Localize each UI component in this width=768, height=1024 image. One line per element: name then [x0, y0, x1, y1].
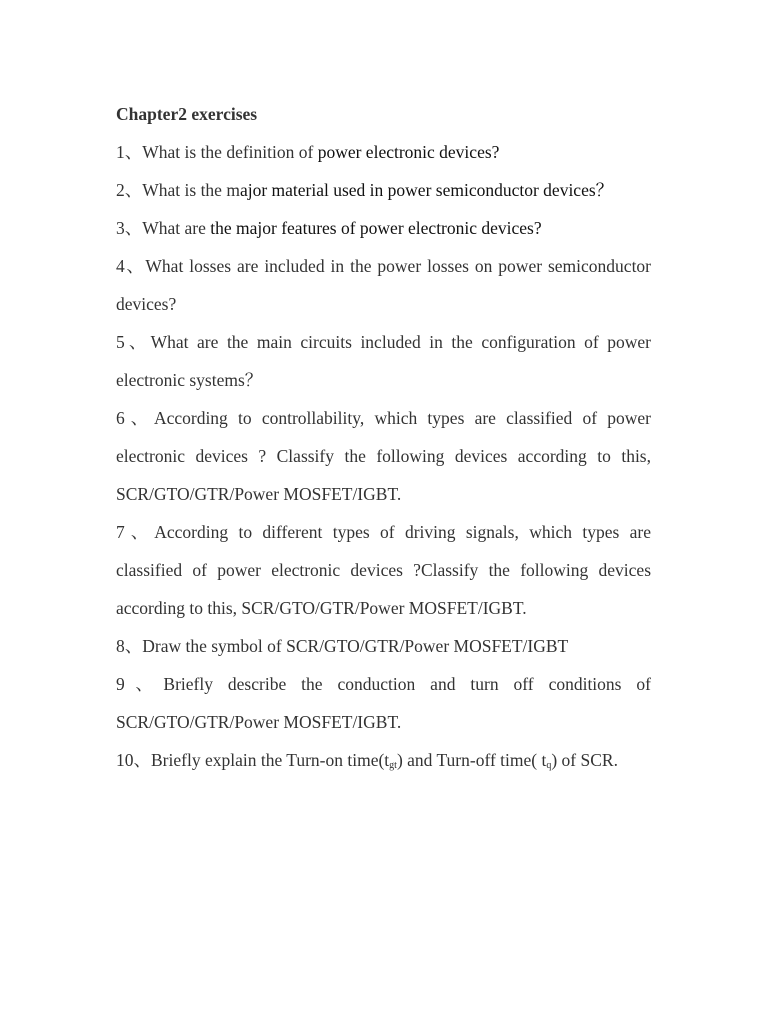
question-number: 10、: [116, 750, 151, 770]
question-number: 6、: [116, 408, 154, 428]
question-text: ) of SCR.: [551, 750, 618, 770]
question-text: According to different types of driving signals, which types are classified of power electronic devices ?Classify the following devices according to this, SCR/GTO/GTR/Power MOSFET/IGBT.: [116, 522, 652, 618]
question-number: 1、: [116, 142, 143, 162]
question-number: 4、: [116, 256, 146, 276]
question-7: [116, 513, 651, 627]
question-text: What is the m: [142, 180, 240, 200]
page-title: Chapter2 exercises: [116, 104, 258, 124]
question-3: [116, 209, 651, 247]
question-1: [116, 133, 651, 171]
question-10: [116, 741, 651, 779]
question-text: ) and Turn-off time( t: [396, 750, 547, 770]
question-text: What losses are included in the power losses on power semiconductor devices?: [116, 256, 652, 314]
question-text: What is the definition of: [142, 142, 318, 162]
question-text: Draw the symbol of SCR/GTO/GTR/Power MOSFET/IGBT: [142, 636, 569, 656]
question-text: What are the main circuits included in the configuration of power electronic systems？: [116, 332, 651, 390]
question-text: Briefly describe the conduction and turn off conditions of SCR/GTO/GTR/Power MOSFET/IGBT.: [116, 674, 651, 732]
question-number: 8、: [116, 636, 143, 656]
question-number: 2、: [116, 180, 143, 200]
turn-on-subscript: gt: [389, 760, 397, 771]
question-5: [116, 323, 651, 399]
question-number: 9、: [116, 674, 164, 694]
question-text-emphasis: ajor material used in power semiconductor devices？: [239, 180, 614, 200]
turn-off-subscript: q: [546, 760, 552, 771]
question-text-emphasis: power electronic devices?: [317, 142, 500, 162]
question-text-emphasis: the major features of power electronic devices?: [210, 218, 542, 238]
question-text: According to controllability, which types are classified of power electronic devices ? Classify the following devices according to this, SCR/GTO/GTR/Power MOSFET/IGBT.: [116, 408, 652, 504]
question-8: [116, 627, 651, 665]
question-4: [116, 247, 651, 323]
question-2: [116, 171, 651, 209]
question-6: [116, 399, 651, 513]
question-9: [116, 665, 651, 741]
question-text: Briefly explain the Turn-on time(t: [151, 750, 390, 770]
question-number: 5、: [116, 332, 151, 352]
question-number: 3、: [116, 218, 143, 238]
question-number: 7、: [116, 522, 155, 542]
exercise-sheet: [116, 95, 651, 779]
question-text: What are: [142, 218, 211, 238]
